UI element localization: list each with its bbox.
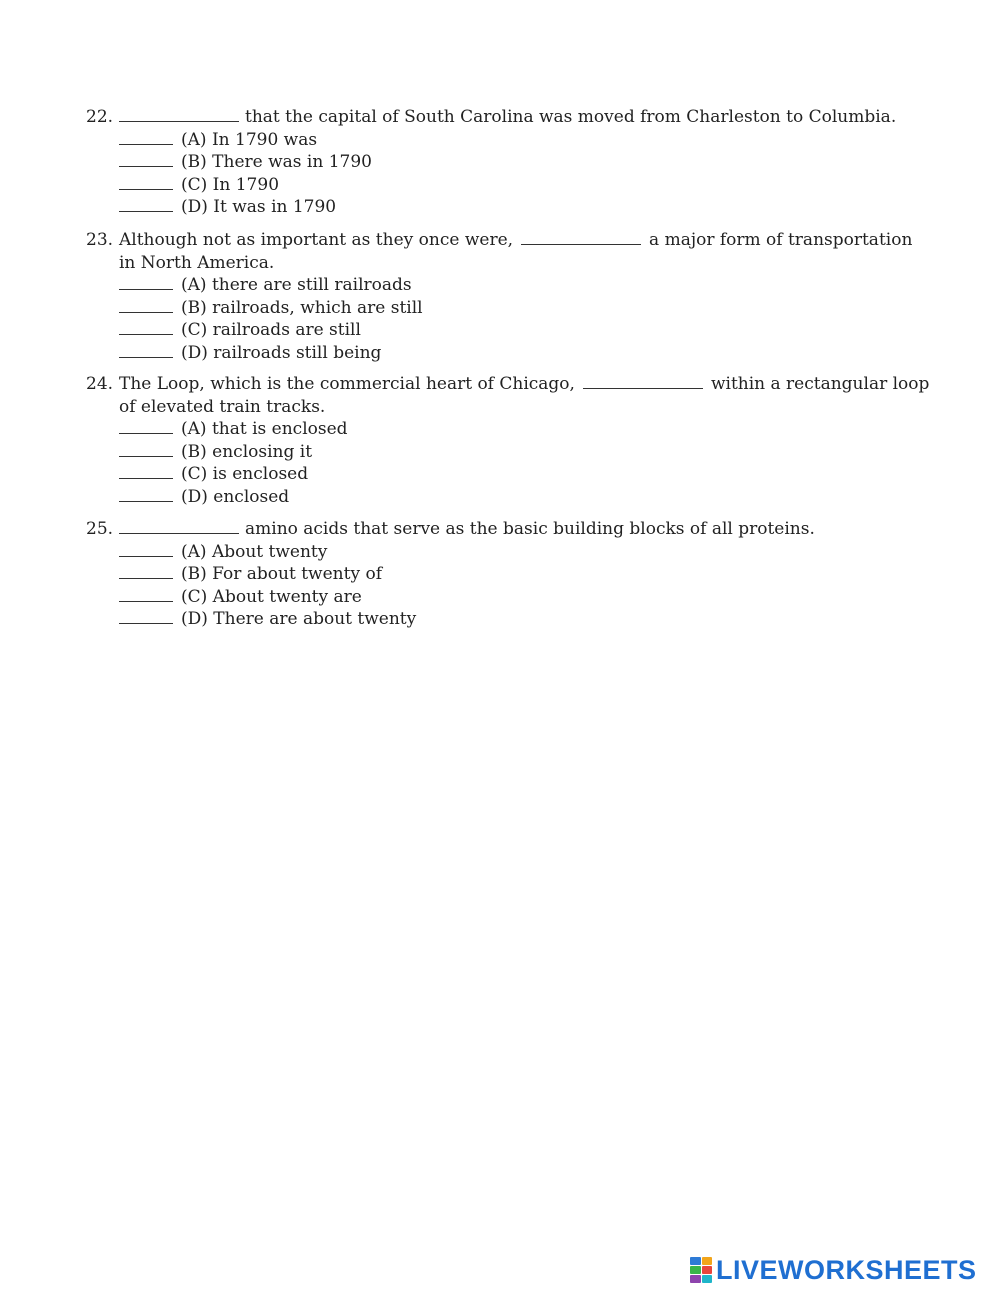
question-number: 24.	[86, 374, 114, 394]
option-blank[interactable]	[119, 132, 173, 145]
option-blank[interactable]	[119, 154, 173, 167]
option-blank[interactable]	[119, 322, 173, 335]
option-text: (C) is enclosed	[181, 464, 309, 484]
answer-blank[interactable]	[521, 230, 641, 245]
question-number: 25.	[86, 519, 114, 539]
stem-text-after: within a rectangular loop	[710, 374, 930, 394]
stem-text-before: The Loop, which is the commercial heart of Chicago,	[119, 374, 575, 394]
question-stem	[86, 373, 946, 396]
question-number: 23.	[86, 230, 114, 250]
option-b[interactable]	[86, 563, 946, 586]
question-22	[86, 106, 946, 219]
option-blank[interactable]	[119, 589, 173, 602]
option-c[interactable]	[86, 174, 946, 197]
option-text: (D) There are about twenty	[181, 609, 417, 629]
option-blank[interactable]	[119, 466, 173, 479]
option-text: (C) About twenty are	[181, 586, 362, 607]
option-a[interactable]	[86, 418, 946, 441]
question-23	[86, 229, 946, 364]
option-d[interactable]	[86, 196, 946, 219]
option-text: (B) There was in 1790	[181, 152, 372, 172]
option-text: (B) railroads, which are still	[181, 297, 423, 318]
stem-continuation: of elevated train tracks.	[119, 396, 326, 417]
option-text: (A) that is enclosed	[181, 419, 348, 439]
logo-mark-tile	[690, 1275, 701, 1283]
option-blank[interactable]	[119, 566, 173, 579]
option-a[interactable]	[86, 129, 946, 152]
logo-mark-tile	[702, 1257, 713, 1265]
logo-mark-tile	[690, 1266, 701, 1274]
logo-mark-tile	[702, 1266, 713, 1274]
option-blank[interactable]	[119, 421, 173, 434]
option-text: (C) In 1790	[181, 174, 280, 195]
logo-mark-tile	[702, 1275, 713, 1283]
option-c[interactable]	[86, 319, 946, 342]
option-text: (D) enclosed	[181, 486, 290, 507]
question-stem	[86, 106, 946, 129]
answer-blank[interactable]	[119, 107, 239, 122]
answer-blank[interactable]	[119, 519, 239, 534]
option-blank[interactable]	[119, 611, 173, 624]
option-text: (A) About twenty	[181, 541, 328, 562]
question-25	[86, 518, 946, 631]
option-text: (D) railroads still being	[181, 342, 382, 363]
option-b[interactable]	[86, 297, 946, 320]
option-c[interactable]	[86, 463, 946, 486]
option-blank[interactable]	[119, 277, 173, 290]
question-number: 22.	[86, 107, 114, 127]
option-d[interactable]	[86, 486, 946, 509]
liveworksheets-logo[interactable]	[690, 1253, 977, 1287]
option-d[interactable]	[86, 342, 946, 365]
option-d[interactable]	[86, 608, 946, 631]
option-text: (D) It was in 1790	[181, 197, 337, 217]
option-blank[interactable]	[119, 300, 173, 313]
stem-text: amino acids that serve as the basic building blocks of all proteins.	[245, 519, 815, 539]
option-blank[interactable]	[119, 544, 173, 557]
option-b[interactable]	[86, 151, 946, 174]
question-24	[86, 373, 946, 508]
question-stem	[86, 518, 946, 541]
option-c[interactable]	[86, 586, 946, 609]
liveworksheets-logo-icon	[690, 1257, 712, 1283]
question-stem	[86, 229, 946, 252]
stem-text-before: Although not as important as they once were,	[119, 230, 514, 250]
option-text: (B) enclosing it	[181, 441, 313, 462]
option-a[interactable]	[86, 541, 946, 564]
option-text: (C) railroads are still	[181, 320, 361, 340]
option-blank[interactable]	[119, 345, 173, 358]
option-b[interactable]	[86, 441, 946, 464]
option-blank[interactable]	[119, 199, 173, 212]
stem-continuation: in North America.	[119, 252, 275, 273]
option-text: (B) For about twenty of	[181, 564, 382, 584]
answer-blank[interactable]	[583, 374, 703, 389]
option-blank[interactable]	[119, 177, 173, 190]
logo-mark-tile	[690, 1257, 701, 1265]
option-text: (A) there are still railroads	[181, 275, 412, 295]
logo-text: LIVEWORKSHEETS	[716, 1254, 977, 1285]
stem-text-after: a major form of transportation	[649, 230, 913, 250]
stem-text: that the capital of South Carolina was moved from Charleston to Columbia.	[245, 107, 897, 127]
option-blank[interactable]	[119, 444, 173, 457]
option-text: (A) In 1790 was	[181, 129, 318, 150]
option-a[interactable]	[86, 274, 946, 297]
option-blank[interactable]	[119, 489, 173, 502]
